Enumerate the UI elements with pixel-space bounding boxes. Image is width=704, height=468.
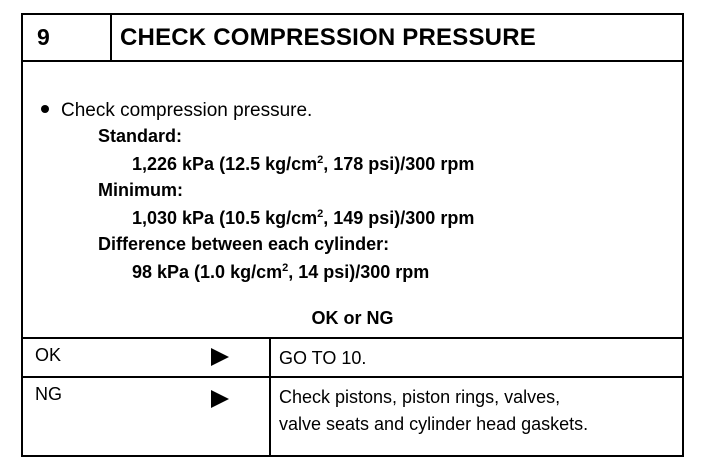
outcome-code: OK <box>35 345 62 365</box>
bullet-instruction <box>41 100 312 122</box>
step-header <box>23 15 682 62</box>
spec-difference-value: 98 kPa (1.0 $kg/cm^2$, 14 psi)/300 rpm <box>132 262 430 282</box>
spec-standard-value: 1,226 kPa (12.5 $kg/cm^2$, 178 psi)/300 rpm <box>132 154 475 174</box>
step-title: CHECK COMPRESSION PRESSURE <box>120 24 536 51</box>
action-line: GO TO 10. <box>279 348 367 368</box>
action-line: Check pistons, piston rings, valves, <box>279 387 561 407</box>
spec-difference-label: Difference between each cylinder: <box>98 234 390 254</box>
spec-standard-label: Standard: <box>98 126 183 146</box>
outcome-row-ng <box>23 376 682 457</box>
outcome-row-ok <box>23 337 682 376</box>
procedure-body <box>23 62 682 337</box>
bullet-icon <box>41 105 49 113</box>
bullet-text: Check compression pressure. <box>61 100 313 121</box>
result-prompt: OK or NG <box>311 308 394 328</box>
column-divider <box>269 339 271 376</box>
step-number: 9 <box>23 15 112 60</box>
outcome-code: NG <box>35 384 62 404</box>
spec-minimum-value: 1,030 kPa (10.5 $kg/cm^2$, 149 psi)/300 rpm <box>132 208 475 228</box>
outcome-action <box>279 345 366 372</box>
right-arrow-icon <box>211 390 229 408</box>
right-arrow-icon <box>211 348 229 366</box>
procedure-table <box>21 13 684 457</box>
action-line: valve seats and cylinder head gaskets. <box>279 414 589 434</box>
column-divider <box>269 378 271 457</box>
spec-minimum-label: Minimum: <box>98 180 183 200</box>
outcome-action <box>279 384 588 438</box>
